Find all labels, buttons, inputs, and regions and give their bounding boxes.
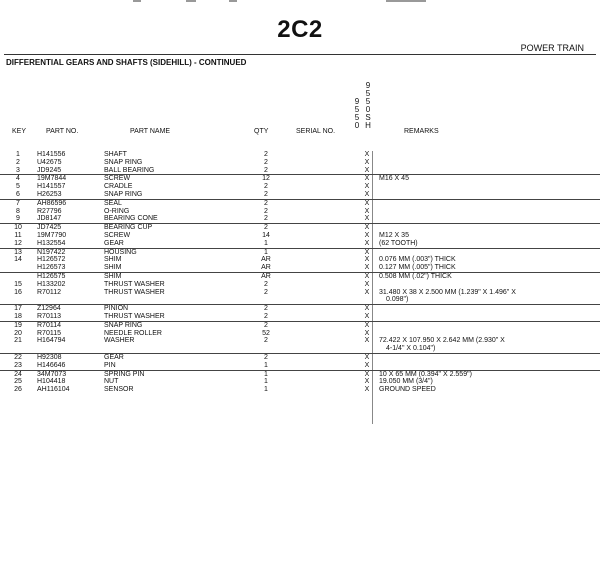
- table-row: [0, 248, 600, 257]
- model-mark-cell: X: [364, 183, 370, 191]
- qty-cell: 2: [264, 166, 268, 174]
- part-name-cell: SHIM: [104, 272, 122, 280]
- key-cell: 8: [16, 207, 20, 215]
- model-mark-cell: X: [364, 248, 370, 256]
- part-name-cell: PIN: [104, 361, 116, 369]
- table-row: [0, 183, 600, 191]
- table-row: [0, 304, 600, 313]
- remarks-cell: GROUND SPEED: [379, 386, 436, 394]
- model-mark-cell: X: [364, 329, 370, 337]
- part-name-cell: GEAR: [104, 239, 124, 247]
- part-name-cell: NEEDLE ROLLER: [104, 329, 162, 337]
- model-mark-cell: X: [364, 280, 370, 288]
- qty-cell: 1: [264, 248, 268, 256]
- part-number-cell: JD7425: [37, 224, 62, 232]
- key-cell: 18: [14, 312, 22, 320]
- part-name-cell: SHIM: [104, 256, 122, 264]
- table-row: [0, 167, 600, 175]
- part-number-cell: JD8147: [37, 215, 62, 223]
- part-name-cell: BEARING CONE: [104, 215, 158, 223]
- qty-cell: AR: [261, 264, 271, 272]
- col-header-part-no: PART NO.: [46, 128, 79, 135]
- key-cell: 22: [14, 353, 22, 361]
- qty-cell: 2: [264, 190, 268, 198]
- part-number-cell: R70113: [37, 312, 62, 320]
- part-name-cell: SNAP RING: [104, 190, 143, 198]
- part-number-cell: H132554: [37, 239, 66, 247]
- key-cell: 9: [16, 215, 20, 223]
- part-name-cell: THRUST WASHER: [104, 280, 165, 288]
- model-mark-cell: X: [364, 175, 370, 183]
- table-row: [0, 191, 600, 199]
- key-cell: 14: [14, 256, 22, 264]
- remarks-cell-continued: 0.098"): [386, 296, 409, 304]
- remarks-cell: 0.127 MM (.005") THICK: [379, 264, 456, 272]
- part-name-cell: SHIM: [104, 264, 122, 272]
- remarks-continuation: [0, 296, 600, 304]
- key-cell: 20: [14, 329, 22, 337]
- part-number-cell: JD9245: [37, 166, 62, 174]
- model-mark-cell: X: [364, 224, 370, 232]
- part-name-cell: SNAP RING: [104, 321, 143, 329]
- qty-cell: 52: [262, 329, 270, 337]
- page-subtitle: DIFFERENTIAL GEARS AND SHAFTS (SIDEHILL) - CONTINUED: [6, 58, 247, 67]
- remarks-cell: M12 X 35: [379, 231, 409, 239]
- remarks-continuation: [0, 345, 600, 353]
- part-number-cell: H126573: [37, 264, 66, 272]
- key-cell: 17: [14, 305, 22, 313]
- part-number-cell: R70114: [37, 321, 62, 329]
- remarks-cell: (62 TOOTH): [379, 239, 418, 247]
- remarks-cell: 72.422 X 107.950 X 2.642 MM (2.930" X: [379, 337, 505, 345]
- qty-cell: 1: [264, 361, 268, 369]
- part-name-cell: GEAR: [104, 353, 124, 361]
- part-number-cell: H133202: [37, 280, 66, 288]
- qty-cell: 2: [264, 158, 268, 166]
- table-row: [0, 208, 600, 216]
- table-row: [0, 240, 600, 248]
- part-name-cell: THRUST WASHER: [104, 288, 165, 296]
- top-toolbar-edge: [0, 0, 600, 4]
- model-mark-cell: X: [364, 256, 370, 264]
- remarks-cell: 0.076 MM (.003") THICK: [379, 256, 456, 264]
- part-number-cell: R27796: [37, 207, 62, 215]
- qty-cell: 2: [264, 280, 268, 288]
- col-header-part-name: PART NAME: [130, 128, 171, 135]
- model-mark-cell: X: [364, 215, 370, 223]
- key-cell: 7: [16, 199, 20, 207]
- table-row: [0, 353, 600, 362]
- part-number-cell: H141556: [37, 151, 66, 158]
- model-mark-cell: X: [364, 337, 370, 345]
- qty-cell: 2: [264, 305, 268, 313]
- part-number-cell: H26253: [37, 190, 62, 198]
- part-number-cell: H92308: [37, 353, 62, 361]
- table-row: [0, 362, 600, 370]
- key-cell: 21: [14, 337, 22, 345]
- part-number-cell: 19M7844: [37, 175, 67, 183]
- part-number-cell: H141557: [37, 183, 66, 191]
- part-name-cell: PINION: [104, 305, 129, 313]
- model-mark-cell: X: [364, 378, 370, 386]
- table-row: [0, 264, 600, 272]
- remarks-cell: M16 X 45: [379, 175, 409, 183]
- model-mark-cell: X: [364, 231, 370, 239]
- part-name-cell: SENSOR: [104, 386, 134, 394]
- part-name-cell: THRUST WASHER: [104, 312, 165, 320]
- table-row: [0, 199, 600, 208]
- qty-cell: 2: [264, 199, 268, 207]
- part-name-cell: BEARING CUP: [104, 224, 153, 232]
- part-number-cell: AH86596: [37, 199, 67, 207]
- part-number-cell: AH116104: [37, 386, 70, 394]
- model-code-left: 9 5 5 0: [354, 97, 360, 130]
- model-mark-cell: X: [364, 264, 370, 272]
- model-mark-cell: X: [364, 321, 370, 329]
- section-label: POWER TRAIN: [520, 43, 584, 53]
- key-cell: 23: [14, 361, 22, 369]
- model-mark-cell: X: [364, 158, 370, 166]
- part-number-cell: H126575: [37, 272, 66, 280]
- model-mark-cell: X: [364, 207, 370, 215]
- key-cell: 5: [16, 183, 20, 191]
- key-cell: 4: [16, 175, 20, 183]
- part-number-cell: Z12964: [37, 305, 61, 313]
- key-cell: 10: [14, 224, 22, 232]
- qty-cell: 14: [262, 231, 270, 239]
- part-name-cell: SHAFT: [104, 151, 127, 158]
- remarks-cell: 19.050 MM (3/4"): [379, 378, 433, 386]
- part-name-cell: SCREW: [104, 231, 131, 239]
- table-row: [0, 215, 600, 223]
- header-rule: [4, 54, 596, 55]
- qty-cell: 1: [264, 370, 268, 378]
- table-row: [0, 370, 600, 379]
- part-name-cell: BALL BEARING: [104, 166, 155, 174]
- table-row: [0, 151, 600, 159]
- model-mark-cell: X: [364, 199, 370, 207]
- key-cell: 1: [16, 151, 20, 158]
- model-mark-cell: X: [364, 353, 370, 361]
- part-name-cell: WASHER: [104, 337, 135, 345]
- table-row: [0, 337, 600, 345]
- part-number-cell: U42675: [37, 158, 62, 166]
- qty-cell: 1: [264, 378, 268, 386]
- key-cell: 25: [14, 378, 22, 386]
- qty-cell: 1: [264, 239, 268, 247]
- part-name-cell: NUT: [104, 378, 119, 386]
- model-mark-cell: X: [364, 166, 370, 174]
- table-row: [0, 232, 600, 240]
- qty-cell: 2: [264, 151, 268, 158]
- model-mark-cell: X: [364, 272, 370, 280]
- qty-cell: 2: [264, 312, 268, 320]
- table-row: [0, 256, 600, 264]
- model-mark-cell: X: [364, 386, 370, 394]
- part-number-cell: 19M7790: [37, 231, 67, 239]
- table-row: [0, 223, 600, 232]
- model-code-right: 9 5 5 0 S H: [365, 81, 371, 130]
- remarks-cell: 0.508 MM (.02") THICK: [379, 272, 452, 280]
- qty-cell: 2: [264, 215, 268, 223]
- remarks-cell: 10 X 65 MM (0.394" X 2.559"): [379, 370, 472, 378]
- col-header-qty: QTY: [254, 128, 269, 135]
- part-number-cell: N197422: [37, 248, 66, 256]
- key-cell: 6: [16, 190, 20, 198]
- model-mark-cell: X: [364, 239, 370, 247]
- model-mark-cell: X: [364, 305, 370, 313]
- remarks-cell-continued: 4-1/4" X 0.104"): [386, 345, 436, 353]
- key-cell: 26: [14, 386, 22, 394]
- col-header-serial-no: SERIAL NO.: [296, 128, 336, 135]
- table-row: [0, 378, 600, 386]
- model-mark-cell: X: [364, 370, 370, 378]
- table-row: [0, 159, 600, 167]
- qty-cell: 2: [264, 337, 268, 345]
- table-row: [0, 321, 600, 330]
- part-name-cell: SCREW: [104, 175, 131, 183]
- model-mark-cell: X: [364, 312, 370, 320]
- qty-cell: AR: [261, 272, 271, 280]
- key-cell: 13: [14, 248, 22, 256]
- part-name-cell: O-RING: [104, 207, 130, 215]
- key-cell: 15: [14, 280, 22, 288]
- model-mark-cell: X: [364, 151, 370, 158]
- qty-cell: 2: [264, 353, 268, 361]
- qty-cell: 2: [264, 321, 268, 329]
- key-cell: 3: [16, 166, 20, 174]
- table-row: [0, 313, 600, 321]
- qty-cell: 2: [264, 288, 268, 296]
- remarks-cell: 31.480 X 38 X 2.500 MM (1.239" X 1.496" X: [379, 288, 516, 296]
- qty-cell: 2: [264, 207, 268, 215]
- key-cell: 2: [16, 158, 20, 166]
- part-name-cell: SEAL: [104, 199, 122, 207]
- part-number-cell: H104418: [37, 378, 66, 386]
- part-name-cell: SNAP RING: [104, 158, 143, 166]
- col-header-key: KEY: [12, 128, 27, 135]
- model-mark-cell: X: [364, 190, 370, 198]
- qty-cell: 2: [264, 183, 268, 191]
- part-name-cell: SPRING PIN: [104, 370, 145, 378]
- table-row: [0, 289, 600, 297]
- model-mark-cell: X: [364, 361, 370, 369]
- table-row: [0, 281, 600, 289]
- key-cell: 11: [14, 231, 22, 239]
- key-cell: 24: [14, 370, 22, 378]
- part-number-cell: H146646: [37, 361, 66, 369]
- qty-cell: 1: [264, 386, 268, 394]
- part-name-cell: HOUSING: [104, 248, 137, 256]
- part-number-cell: 34M7073: [37, 370, 67, 378]
- qty-cell: 12: [262, 175, 270, 183]
- part-number-cell: H164794: [37, 337, 66, 345]
- part-number-cell: H126572: [37, 256, 66, 264]
- key-cell: 16: [14, 288, 22, 296]
- table-row: [0, 330, 600, 338]
- col-header-remarks: REMARKS: [404, 128, 439, 135]
- part-name-cell: CRADLE: [104, 183, 133, 191]
- page-title: 2C2: [277, 16, 323, 43]
- key-cell: 12: [14, 239, 22, 247]
- model-mark-cell: X: [364, 288, 370, 296]
- table-row: [0, 386, 600, 394]
- qty-cell: AR: [261, 256, 271, 264]
- table-row: [0, 272, 600, 281]
- key-cell: 19: [14, 321, 22, 329]
- table-row: [0, 174, 600, 183]
- part-number-cell: R70112: [37, 288, 62, 296]
- parts-table: [0, 151, 600, 394]
- part-number-cell: R70115: [37, 329, 62, 337]
- qty-cell: 2: [264, 224, 268, 232]
